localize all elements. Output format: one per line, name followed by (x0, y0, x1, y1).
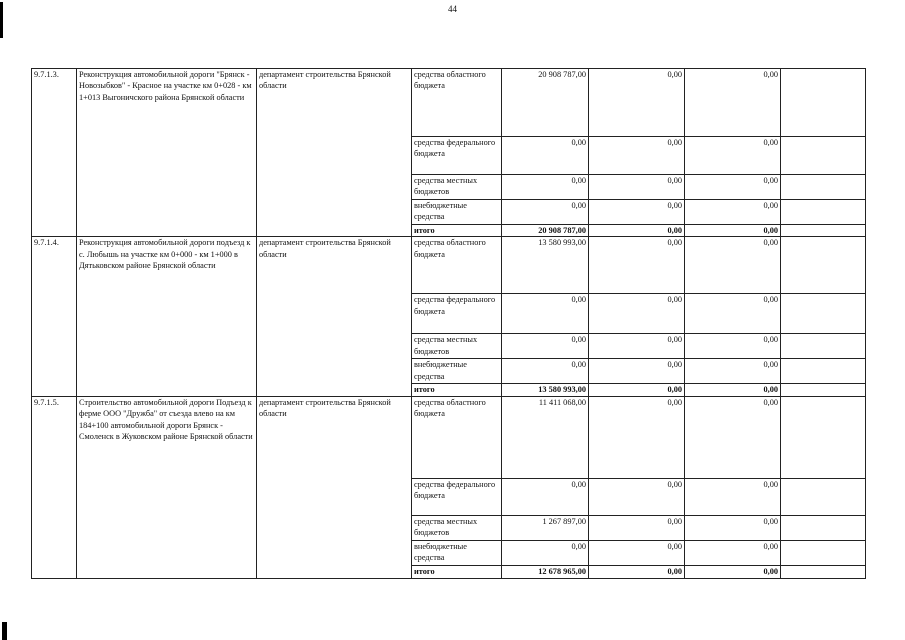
amount-v2: 0,00 (589, 540, 685, 565)
amount-v3: 0,00 (685, 478, 781, 515)
empty-cell (781, 225, 866, 237)
funding-source: внебюджетные средства (412, 200, 502, 225)
empty-cell (781, 200, 866, 225)
amount-v3: 0,00 (685, 540, 781, 565)
amount-v2: 0,00 (589, 137, 685, 175)
funding-row (32, 237, 866, 294)
funding-source: итого (412, 565, 502, 578)
amount-v1: 0,00 (502, 359, 589, 384)
project-name: Строительство автомобильной дороги Подъезд к ферме ООО "Дружба" от съезда влево на км 184+100 автомобильной дороги Брянск - Смоленск в Жуковском районе Брянской области (77, 396, 257, 578)
amount-v2: 0,00 (589, 478, 685, 515)
amount-v1: 11 411 068,00 (502, 396, 589, 478)
budget-table (31, 68, 866, 579)
empty-cell (781, 237, 866, 294)
amount-v1: 0,00 (502, 540, 589, 565)
amount-v3: 0,00 (685, 396, 781, 478)
amount-v2: 0,00 (589, 225, 685, 237)
amount-v3: 0,00 (685, 359, 781, 384)
executor: департамент строительства Брянской области (257, 237, 412, 396)
amount-v1: 0,00 (502, 294, 589, 334)
amount-v2: 0,00 (589, 334, 685, 359)
funding-source: средства местных бюджетов (412, 175, 502, 200)
amount-v3: 0,00 (685, 565, 781, 578)
empty-cell (781, 540, 866, 565)
funding-source: внебюджетные средства (412, 359, 502, 384)
amount-v2: 0,00 (589, 359, 685, 384)
project-name: Реконструкция автомобильной дороги подъезд к с. Любышь на участке км 0+000 - км 1+000 в Дятьковском районе Брянской области (77, 237, 257, 396)
empty-cell (781, 478, 866, 515)
amount-v3: 0,00 (685, 334, 781, 359)
item-number: 9.7.1.3. (32, 69, 77, 237)
funding-source: средства областного бюджета (412, 69, 502, 137)
budget-table-body (32, 69, 866, 579)
empty-cell (781, 175, 866, 200)
amount-v3: 0,00 (685, 294, 781, 334)
empty-cell (781, 565, 866, 578)
amount-v2: 0,00 (589, 200, 685, 225)
funding-source: итого (412, 384, 502, 396)
empty-cell (781, 359, 866, 384)
funding-source: средства федерального бюджета (412, 478, 502, 515)
funding-source: средства местных бюджетов (412, 515, 502, 540)
amount-v2: 0,00 (589, 384, 685, 396)
amount-v3: 0,00 (685, 137, 781, 175)
amount-v3: 0,00 (685, 384, 781, 396)
amount-v3: 0,00 (685, 515, 781, 540)
amount-v1: 0,00 (502, 175, 589, 200)
amount-v1: 20 908 787,00 (502, 69, 589, 137)
amount-v2: 0,00 (589, 294, 685, 334)
funding-source: итого (412, 225, 502, 237)
amount-v1: 0,00 (502, 137, 589, 175)
amount-v3: 0,00 (685, 237, 781, 294)
empty-cell (781, 515, 866, 540)
funding-row (32, 396, 866, 478)
amount-v3: 0,00 (685, 200, 781, 225)
amount-v2: 0,00 (589, 237, 685, 294)
amount-v3: 0,00 (685, 175, 781, 200)
amount-v3: 0,00 (685, 69, 781, 137)
executor: департамент строительства Брянской области (257, 69, 412, 237)
amount-v3: 0,00 (685, 225, 781, 237)
empty-cell (781, 396, 866, 478)
project-name: Реконструкция автомобильной дороги "Брянск - Новозыбков" - Красное на участке км 0+028 - км 1+013 Выгоничского района Брянской области (77, 69, 257, 237)
item-number: 9.7.1.4. (32, 237, 77, 396)
item-number: 9.7.1.5. (32, 396, 77, 578)
amount-v2: 0,00 (589, 175, 685, 200)
amount-v2: 0,00 (589, 565, 685, 578)
amount-v2: 0,00 (589, 515, 685, 540)
amount-v1: 0,00 (502, 478, 589, 515)
amount-v1: 12 678 965,00 (502, 565, 589, 578)
funding-source: средства федерального бюджета (412, 294, 502, 334)
amount-v1: 1 267 897,00 (502, 515, 589, 540)
amount-v1: 0,00 (502, 334, 589, 359)
empty-cell (781, 137, 866, 175)
amount-v2: 0,00 (589, 69, 685, 137)
funding-source: внебюджетные средства (412, 540, 502, 565)
page-number: 44 (448, 4, 457, 14)
funding-source: средства федерального бюджета (412, 137, 502, 175)
funding-source: средства местных бюджетов (412, 334, 502, 359)
amount-v1: 0,00 (502, 200, 589, 225)
funding-source: средства областного бюджета (412, 237, 502, 294)
amount-v2: 0,00 (589, 396, 685, 478)
scan-edge-mark (2, 622, 7, 640)
amount-v1: 13 580 993,00 (502, 384, 589, 396)
empty-cell (781, 69, 866, 137)
empty-cell (781, 334, 866, 359)
funding-source: средства областного бюджета (412, 396, 502, 478)
funding-row (32, 69, 866, 137)
empty-cell (781, 384, 866, 396)
executor: департамент строительства Брянской области (257, 396, 412, 578)
amount-v1: 20 908 787,00 (502, 225, 589, 237)
amount-v1: 13 580 993,00 (502, 237, 589, 294)
empty-cell (781, 294, 866, 334)
